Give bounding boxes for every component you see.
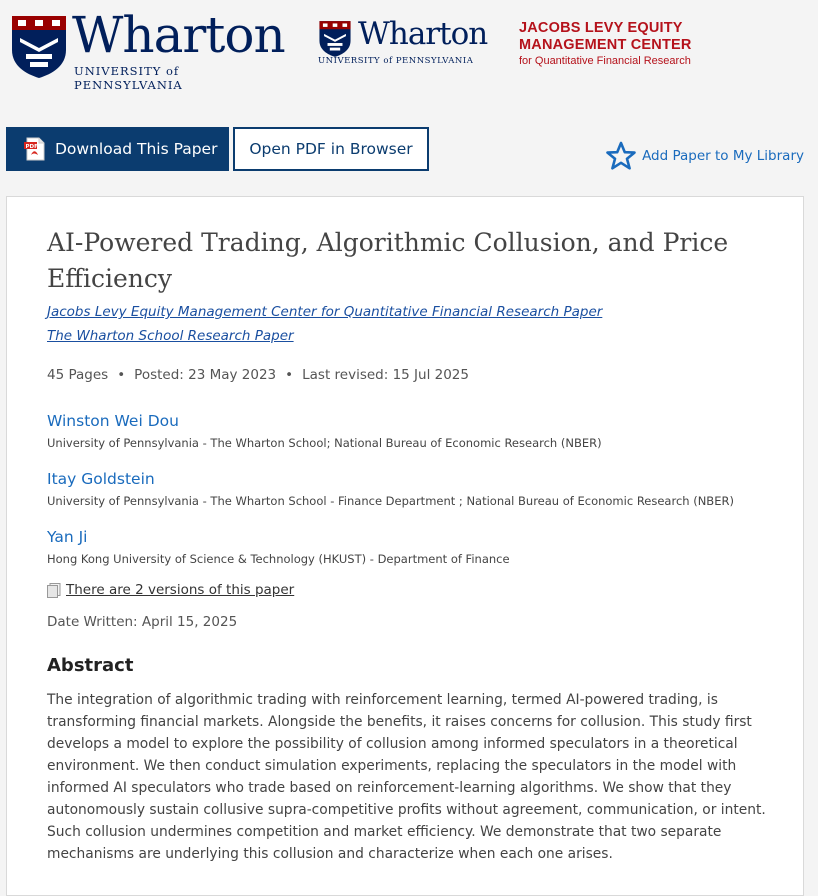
versions-link[interactable] bbox=[47, 582, 294, 598]
paper-meta: 45 Pages • Posted: 23 May 2023 • Last revised: 15 Jul 2025 bbox=[47, 367, 469, 383]
penn-shield-icon bbox=[318, 20, 352, 58]
paper-title: AI-Powered Trading, Algorithmic Collusion, and Price Efficiency bbox=[47, 228, 729, 293]
author-affiliation: University of Pennsylvania - The Wharton School - Finance Department ; National Bureau of Economic Research (NBER) bbox=[47, 494, 734, 508]
versions-link-label: There are 2 versions of this paper bbox=[66, 582, 295, 598]
wharton-logo-large[interactable] bbox=[10, 6, 290, 92]
pdf-icon bbox=[24, 137, 46, 161]
add-to-library-link[interactable] bbox=[606, 141, 804, 171]
abstract-heading: Abstract bbox=[47, 655, 134, 676]
jacobs-levy-line3: for Quantitative Financial Research bbox=[519, 55, 691, 67]
wharton-university-subtitle-small: UNIVERSITY of PENNSYLVANIA bbox=[318, 56, 474, 66]
author-affiliation: Hong Kong University of Science & Technology (HKUST) - Department of Finance bbox=[47, 552, 510, 566]
penn-shield-icon bbox=[10, 14, 68, 80]
paper-actions bbox=[6, 127, 804, 171]
author-affiliation: University of Pennsylvania - The Wharton School; National Bureau of Economic Research (NBER) bbox=[47, 436, 602, 450]
header-logos bbox=[10, 6, 810, 92]
open-pdf-button[interactable]: Open PDF in Browser bbox=[233, 127, 429, 171]
download-paper-button[interactable] bbox=[6, 127, 229, 171]
posted-date: Posted: 23 May 2023 bbox=[134, 367, 277, 383]
wharton-logo-small[interactable] bbox=[318, 16, 508, 75]
jacobs-levy-logo[interactable] bbox=[519, 20, 692, 68]
date-written: Date Written: April 15, 2025 bbox=[47, 614, 238, 630]
revised-date: Last revised: 15 Jul 2025 bbox=[302, 367, 469, 383]
paper-card bbox=[6, 196, 804, 896]
jacobs-levy-line2: MANAGEMENT CENTER bbox=[519, 37, 692, 53]
author-name-link[interactable]: Yan Ji bbox=[47, 528, 88, 546]
author-name-link[interactable]: Winston Wei Dou bbox=[47, 412, 179, 430]
jacobs-levy-line1: JACOBS LEVY EQUITY bbox=[519, 20, 683, 36]
download-paper-label: Download This Paper bbox=[55, 140, 218, 158]
series-link-jacobs-levy[interactable]: Jacobs Levy Equity Management Center for Quantitative Financial Research Paper bbox=[47, 304, 603, 320]
wharton-wordmark: Wharton bbox=[72, 6, 285, 64]
add-to-library-label: Add Paper to My Library bbox=[642, 148, 804, 164]
document-icon bbox=[47, 583, 61, 598]
wharton-wordmark-small: Wharton bbox=[358, 16, 488, 52]
svg-text:PDF: PDF bbox=[25, 143, 38, 150]
page-count: 45 Pages bbox=[47, 367, 109, 383]
series-link-wharton[interactable]: The Wharton School Research Paper bbox=[47, 328, 294, 344]
author-name-link[interactable]: Itay Goldstein bbox=[47, 470, 155, 488]
abstract-text: The integration of algorithmic trading with reinforcement learning, termed AI-powered trading, is transforming financial markets. Alongside the benefits, it raises concerns for collusion. This study first develops a model to explore the possibility of collusion among informed speculators in a theoretical environment. We then conduct simulation experiments, replacing the speculators in the model with informed AI speculators who trade based on reinforcement-learning algorithms. We show that they autonomously sustain collusive supra-competitive profits without agreement, communication, or intent. Such collusion undermines competition and market efficiency. We demonstrate that two separate mechanisms are underlying this collusion and characterize when each one arises. bbox=[47, 692, 766, 862]
wharton-university-subtitle: UNIVERSITY of PENNSYLVANIA bbox=[74, 64, 183, 92]
star-icon bbox=[606, 141, 636, 171]
